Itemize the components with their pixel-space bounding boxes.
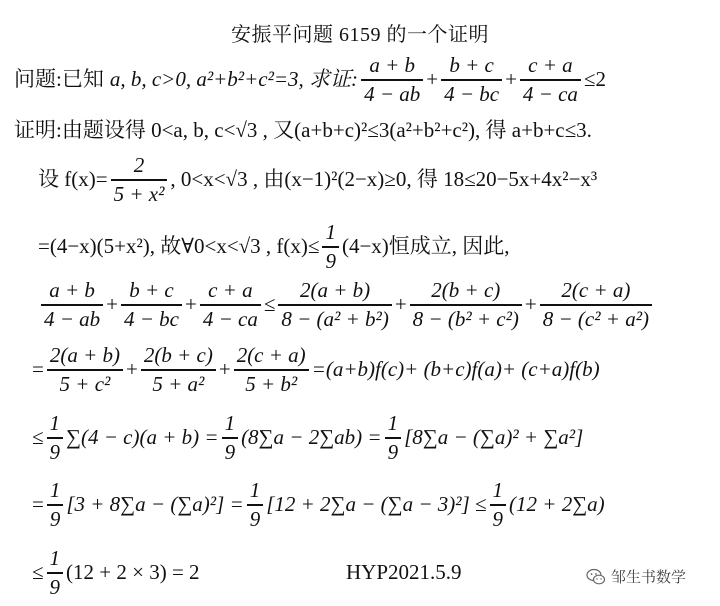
problem-label: 问题:已知 bbox=[14, 67, 104, 92]
problem-line bbox=[14, 55, 606, 105]
proof-line-4: $\frac{a + b}{4 - ab}$ + $\frac{b + c}{4 - bc}$ + $\frac{c + a}{4 - ca}$ ≤ $\frac{2(a + b)}{\text{8 − (a² + b²)}}$ + $\frac{2(b + c)}{\text{8 − (b² + c²)}}$ + $\frac{2(c + a)}{\text{8 − (c² + a²)}}$ bbox=[38, 280, 655, 330]
proof-line-5: = $\frac{2(a + b)}{\text{5 + c²}}$ + $\frac{2(b + c)}{\text{5 + a²}}$ + $\frac{2(c + a)}{\text{5 + b²}}$ =(a+b)f(c)+ (b+c)f(a)+ (c+a)f(b) bbox=[32, 343, 600, 396]
one-ninth-fraction: $\frac{1}{9}$ bbox=[322, 222, 339, 272]
rhs-fraction-3: $\frac{2(c + a)}{\text{8 − (c² + a²)}}$ bbox=[540, 280, 652, 330]
proof-line-6: ≤ $\frac{1}{9}$ ∑(4 − c)(a + b) = $\frac{1}{9}$ (8∑a − 2∑ab) = $\frac{1}{9}$ [8∑a − (∑a)² + ∑a²] bbox=[32, 411, 584, 464]
proof-line-2: 设 f(x)= $\frac{2}{\text{5 + x²}}$ , 0<x<√3 , 由(x−1)²(2−x)≥0, 得 18≤20−5x+4x²−x³ bbox=[38, 153, 598, 206]
proof-line-8: ≤ $\frac{1}{9}$ (12 + 2 × 3) = 2 bbox=[32, 546, 200, 599]
problem-fraction-1: $\frac{a + b}{4 - ab}$ bbox=[361, 55, 423, 105]
step-fraction-3: $\frac{2(c + a)}{\text{5 + b²}}$ bbox=[234, 345, 309, 395]
wechat-icon bbox=[586, 567, 606, 587]
one-ninth-fraction: $\frac{1}{9}$ bbox=[47, 413, 64, 463]
one-ninth-fraction: $\frac{1}{9}$ bbox=[490, 480, 507, 530]
one-ninth-fraction: $\frac{1}{9}$ bbox=[47, 548, 64, 598]
one-ninth-fraction: $\frac{1}{9}$ bbox=[385, 413, 402, 463]
lhs-fraction-2: $\frac{b + c}{4 - bc}$ bbox=[121, 280, 182, 330]
proof-line-3: =(4−x)(5+x²), 故∀0<x<√3 , f(x)≤ $\frac{1}{9}$ (4−x)恒成立, 因此, bbox=[38, 220, 510, 273]
one-ninth-fraction: $\frac{1}{9}$ bbox=[222, 413, 239, 463]
watermark-text: 邹生书数学 bbox=[611, 568, 687, 586]
f-definition-fraction: $\frac{2}{\text{5 + x²}}$ bbox=[111, 155, 168, 205]
signature: HYP2021.5.9 bbox=[346, 560, 462, 584]
proof-line-1: 证明:由题设得 0<a, b, c<√3 , 又(a+b+c)²≤3(a²+b²+c²), 得 a+b+c≤3. bbox=[14, 118, 592, 142]
problem-fraction-2: $\frac{b + c}{4 - bc}$ bbox=[441, 55, 502, 105]
step-fraction-1: $\frac{2(a + b)}{\text{5 + c²}}$ bbox=[47, 345, 123, 395]
lhs-fraction-1: $\frac{a + b}{4 - ab}$ bbox=[41, 280, 103, 330]
lhs-fraction-3: $\frac{c + a}{4 - ca}$ bbox=[200, 280, 261, 330]
page-title: 安振平问题 6159 的一个证明 bbox=[231, 24, 489, 46]
one-ninth-fraction: $\frac{1}{9}$ bbox=[47, 480, 64, 530]
problem-fraction-3: $\frac{c + a}{4 - ca}$ bbox=[520, 55, 581, 105]
watermark bbox=[586, 566, 686, 587]
plus-sign: + bbox=[505, 67, 517, 92]
problem-tail: ≤2 bbox=[583, 67, 606, 92]
one-ninth-fraction: $\frac{1}{9}$ bbox=[247, 480, 264, 530]
rhs-fraction-2: $\frac{2(b + c)}{\text{8 − (b² + c²)}}$ bbox=[410, 280, 522, 330]
step-fraction-2: $\frac{2(b + c)}{\text{5 + a²}}$ bbox=[141, 345, 216, 395]
proof-line-7: = $\frac{1}{9}$ [3 + 8∑a − (∑a)²] = $\frac{1}{9}$ [12 + 2∑a − (∑a − 3)²] ≤ $\frac{1}{9}$ (12 + 2∑a) bbox=[32, 478, 605, 531]
problem-condition: a, b, c>0, a²+b²+c²=3, 求证: bbox=[109, 67, 359, 92]
step-tail: =(a+b)f(c)+ (b+c)f(a)+ (c+a)f(b) bbox=[311, 357, 600, 382]
plus-sign: + bbox=[426, 67, 439, 92]
rhs-fraction-1: $\frac{2(a + b)}{\text{8 − (a² + b²)}}$ bbox=[278, 280, 391, 330]
